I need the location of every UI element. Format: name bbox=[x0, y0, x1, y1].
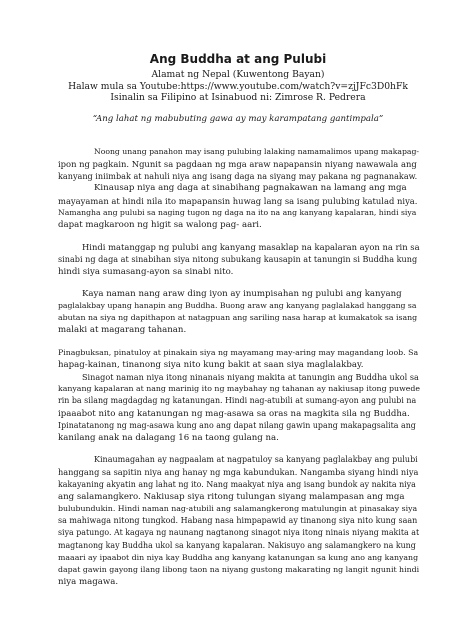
text-line: dapat magkaroon ng higit sa walong pag- aari. bbox=[58, 220, 262, 230]
text-line: malaki at magarang tahanan. bbox=[58, 325, 187, 336]
text-line: sa mahiwaga nitong tungkod. Habang nasa himpapawid ay tinanong siya nito kung saan bbox=[58, 516, 418, 526]
text-line: siya patungo. At kagaya ng naunang nagtanong sinagot niya itong ninais niyang makita at bbox=[58, 528, 420, 538]
text-line: magtanong kay Buddha ukol sa kanyang kapalaran. Nakisuyo ang salamangkero na kung bbox=[58, 540, 416, 550]
text-line: Namangha ang pulubi sa naging tugon ng daga na ito na ang kanyang kapalaran, hindi siya bbox=[58, 207, 417, 217]
text-line: ang salamangkero. Nakiusap siya ritong tulungan siyang malampasan ang mga bbox=[58, 491, 405, 502]
text-line: dapat gawin gayong ilang libong taon na niyang gustong makarating ng langit ngunit hindi bbox=[58, 565, 420, 575]
epigraph-quote: “Ang lahat ng mabubuting gawa ay may karampatang gantimpala” bbox=[92, 113, 384, 124]
document-subtitle: Alamat ng Nepal (Kuwentong Bayan) bbox=[151, 69, 325, 80]
text-line: mayayaman at hindi nila ito mapapansin huwag lang sa isang pulubing katulad niya. bbox=[58, 195, 418, 206]
text-line: kanilang anak na dalagang 16 na taong gulang na. bbox=[58, 433, 279, 444]
text-line: ipaaabot nito ang katanungan ng mag-asawa sa oras na magkita sila ng Buddha. bbox=[58, 408, 410, 419]
text-line: hapag-kainan, tinanong siya nito kung bakit at saan siya maglalakbay. bbox=[58, 359, 364, 370]
text-line: paglalakbay upang hanapin ang Buddha. Buong araw ang kanyang paglalakad hanggang sa bbox=[58, 301, 417, 311]
text-line: niya magawa. bbox=[58, 577, 119, 588]
text-line: Noong unang panahon may isang pulubing lalaking namamalimos upang makapag- bbox=[94, 146, 419, 156]
paragraph-5 bbox=[58, 454, 418, 588]
text-line: Sinagot naman niya itong ninanais niyang makita at tanungin ang Buddha ukol sa bbox=[82, 372, 419, 383]
text-line: Kinausap niya ang daga at sinabihang pagnakawan na lamang ang mga bbox=[94, 183, 407, 194]
paragraph-3 bbox=[58, 288, 418, 337]
translator-line: Isinalin sa Filipino at Isinabuod ni: Zimrose R. Pedrera bbox=[110, 92, 366, 104]
paragraph-4 bbox=[58, 347, 418, 445]
text-line: Hindi matanggap ng pulubi ang kanyang masaklap na kapalaran ayon na rin sa bbox=[82, 242, 420, 253]
text-line: hindi siya sumasang-ayon sa sinabi nito. bbox=[58, 266, 234, 277]
text-line: Pinagbuksan, pinatuloy at pinakain siya ng mayamang may-aring may magandang loob. Sa bbox=[58, 347, 419, 357]
text-line: kakayaning akyatin ang lahat ng ito. Nang maakyat niya ang isang bundok ay nakita niya bbox=[58, 479, 416, 489]
text-line: Kaya naman nang araw ding iyon ay inumpisahan ng pulubi ang kanyang bbox=[82, 288, 402, 299]
text-line: kanyang iniimbak at nahuli niya ang isang daga na siyang may pakana ng pagnanakaw. bbox=[58, 171, 418, 182]
document-title: Ang Buddha at ang Pulubi bbox=[149, 52, 327, 66]
paragraph-1 bbox=[58, 146, 418, 231]
text-line: maaari ay ipaabot din niya kay Buddha ang kanyang katanungan sa kung ano ang kanyang bbox=[58, 552, 419, 562]
paragraph-2 bbox=[58, 241, 418, 278]
text-line: Ipinatatanong ng mag-asawa kung ano ang dapat nilang gawin upang makapagsalita ang bbox=[58, 420, 416, 430]
text-line: hanggang sa sapitin niya ang hanay ng mga kabundukan. Nangamba siyang hindi niya bbox=[58, 467, 419, 478]
text-line: rin ba silang magdagdag ng katanungan. Hindi nag-atubili at sumang-ayon ang pulubi na bbox=[58, 396, 417, 406]
text-line: sinabi ng daga at sinabihan siya nitong subukang kausapin at tanungin si Buddha kung bbox=[58, 254, 418, 265]
text-line: abutan na siya ng dapithapon at natagpuan ang sariling nasa harap at kumakatok sa isang bbox=[58, 313, 418, 323]
text-line: kanyang kapalaran at nang marinig ito ng maybahay ng tahanan ay nakiusap itong puwede bbox=[58, 384, 420, 394]
text-line: bulubundukin. Hindi naman nag-atubili ang salamangkerong matulungin at pinasakay siya bbox=[58, 504, 418, 514]
source-line: Halaw mula sa Youtube:https://www.youtube.com/watch?v=zjJFc3D0hFk bbox=[68, 80, 408, 92]
text-line: Kinaumagahan ay nagpaalam at nagpatuloy sa kanyang paglalakbay ang pulubi bbox=[94, 455, 418, 465]
text-line: ipon ng pagkain. Ngunit sa pagdaan ng mga araw napapansin niyang nawawala ang bbox=[58, 158, 417, 169]
